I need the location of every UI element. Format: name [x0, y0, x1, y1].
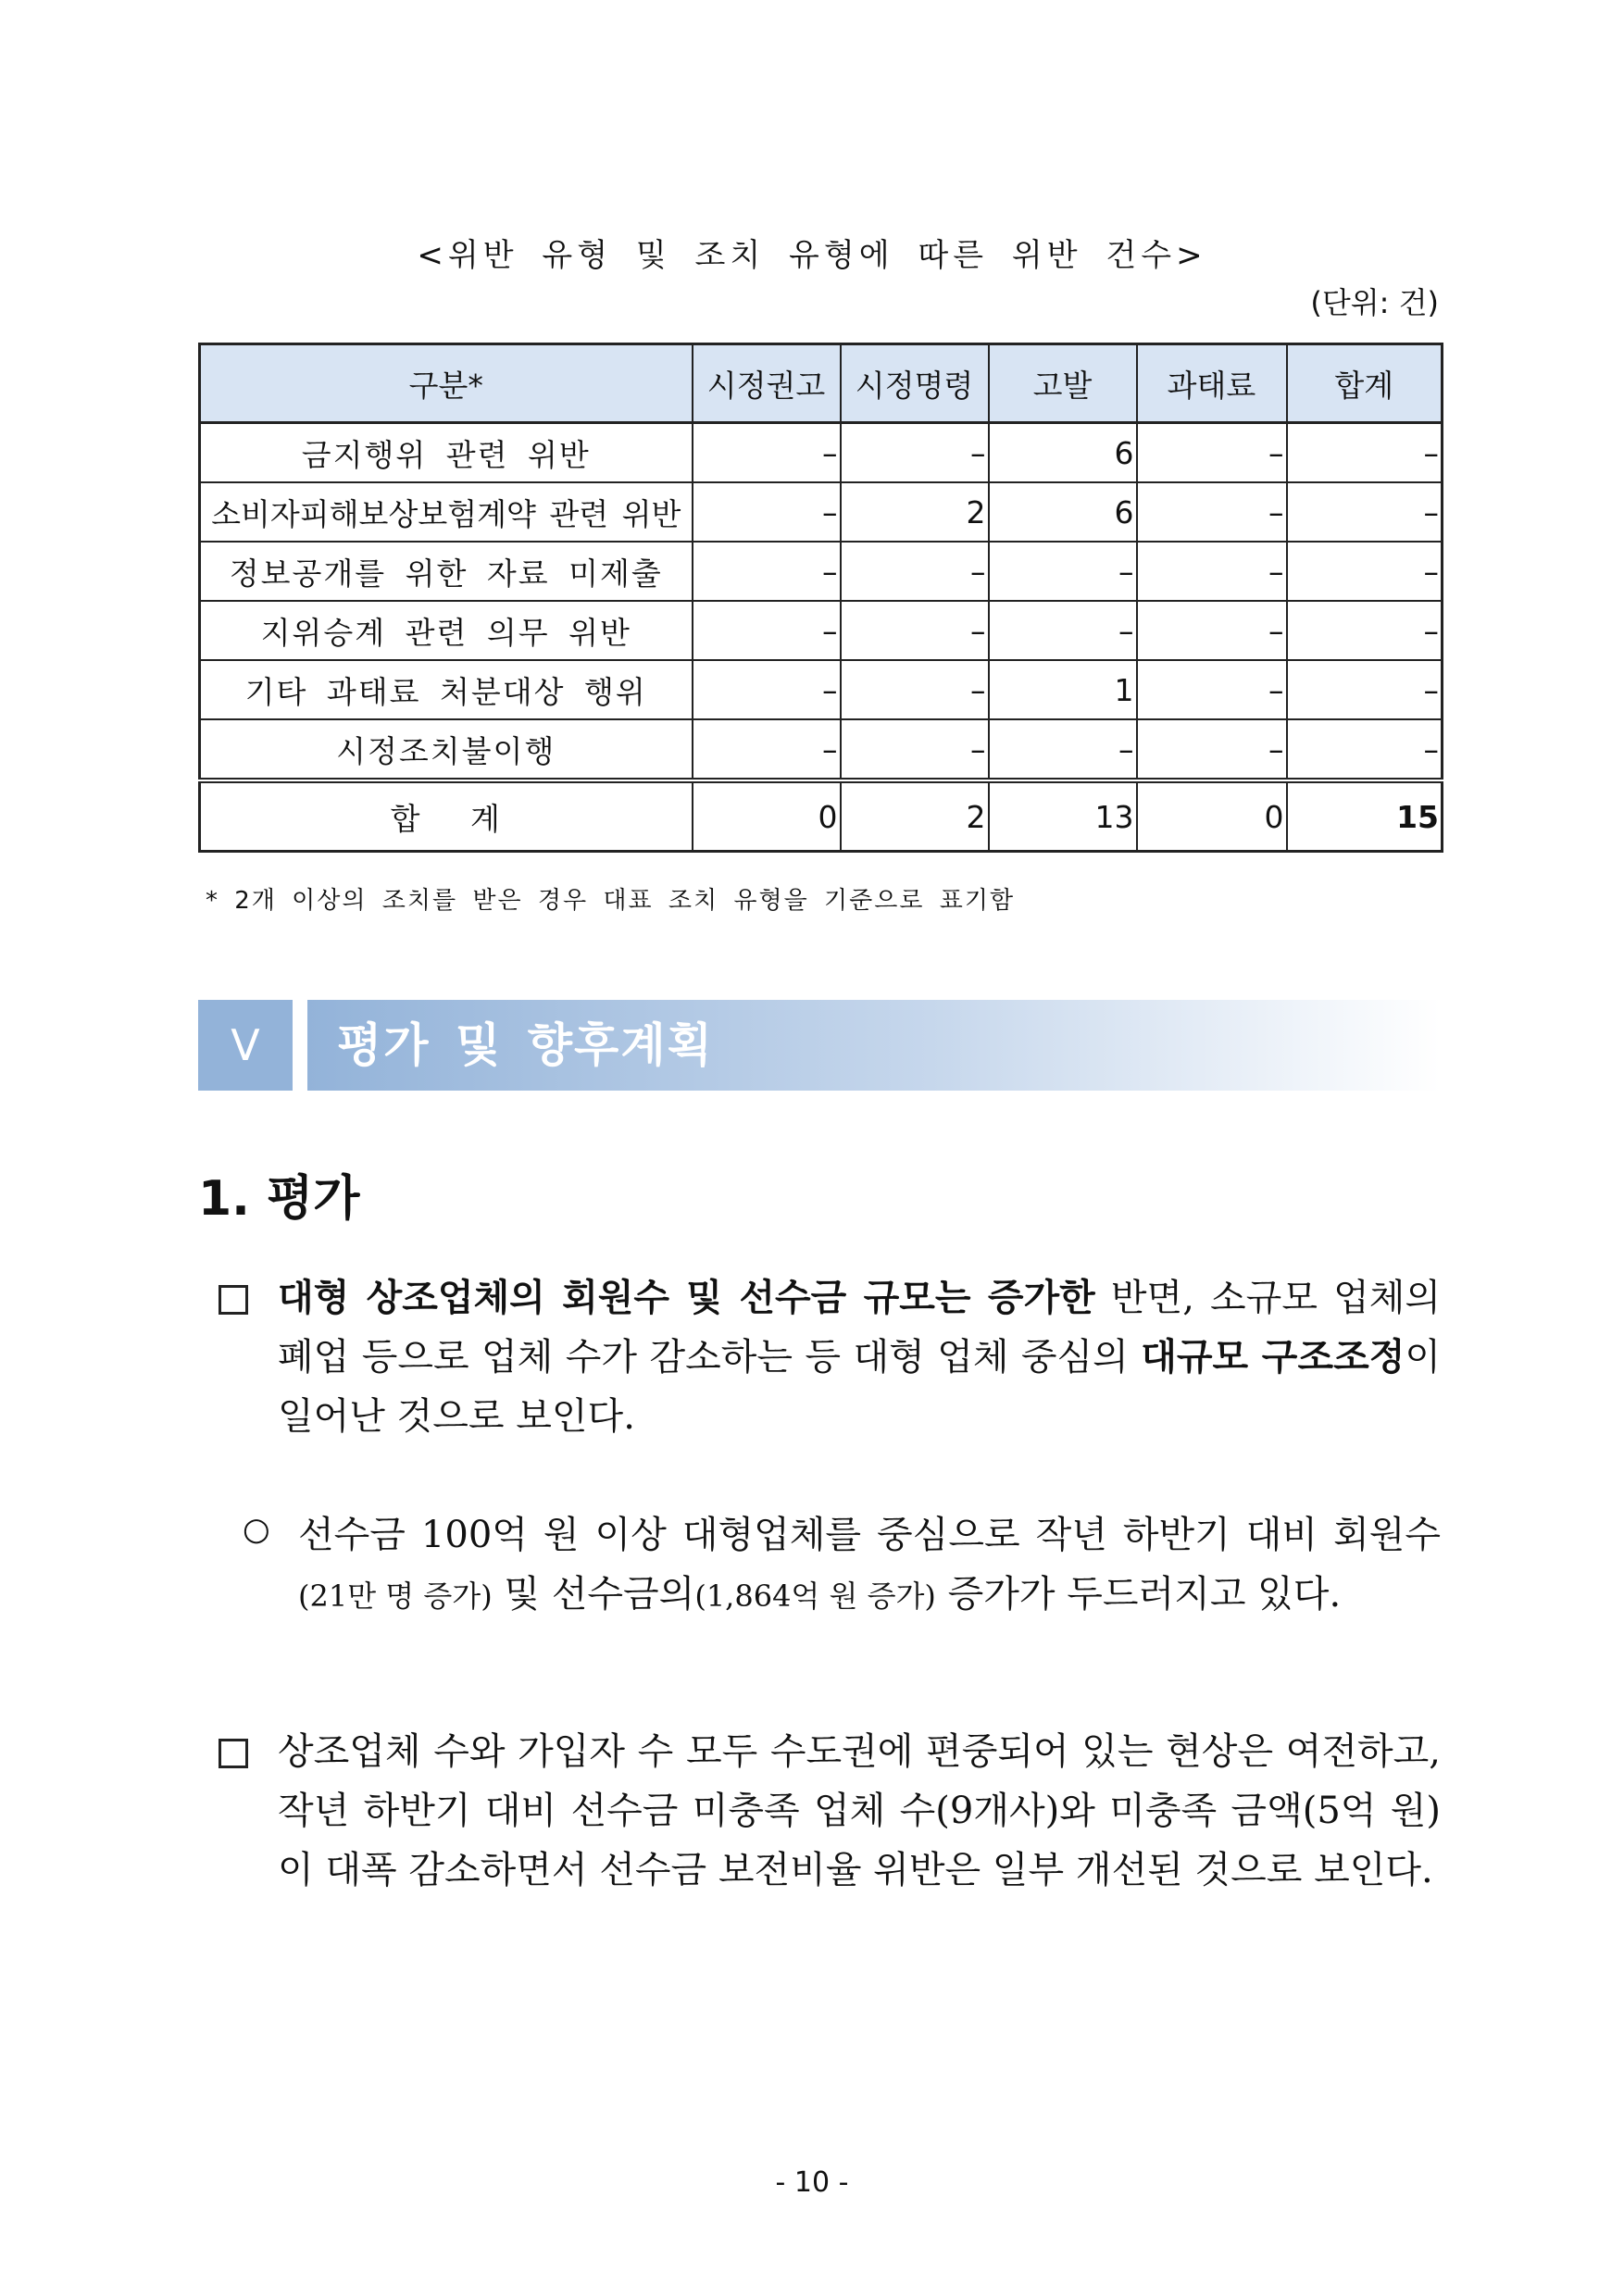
- table-cell: –: [1287, 423, 1443, 483]
- row-category: 정보공개를 위한 자료 미제출: [200, 542, 693, 601]
- p1-text-1: 반면, 소규모 업체의 폐업 등으로 업체 수가 감소하는 등 대형 업체 중심의: [278, 1277, 1441, 1379]
- table-cell: 6: [989, 482, 1137, 542]
- row-category: 시정조치불이행: [200, 719, 693, 780]
- subsection-heading: 1. 평가: [198, 1171, 360, 1227]
- unit-label: (단위: 건): [1310, 285, 1439, 320]
- square-bullet-icon: [219, 1285, 248, 1315]
- table-cell: –: [693, 719, 841, 780]
- table-cell: –: [693, 423, 841, 483]
- table-row: [200, 482, 1443, 542]
- violation-table: [198, 343, 1443, 853]
- table-cell: –: [989, 719, 1137, 780]
- p1-bold-1: 대형 상조업체의 회원수 및 선수금 규모는 증가한: [278, 1276, 1095, 1319]
- square-bullet-icon: [219, 1739, 248, 1768]
- total-cell: 0: [693, 780, 841, 852]
- total-label: 합 계: [200, 780, 693, 852]
- table-cell: 6: [989, 423, 1137, 483]
- table-row: [200, 542, 1443, 601]
- table-cell: –: [1287, 719, 1443, 780]
- page-number: - 10 -: [775, 2166, 849, 2199]
- table-cell: –: [1137, 660, 1287, 719]
- table-row: [200, 660, 1443, 719]
- total-row: [200, 780, 1443, 852]
- paragraph-3: 상조업체 수와 가입자 수 모두 수도권에 편중되어 있는 현상은 여전하고, 작년 하반기 대비 선수금 미충족 업체 수(9개사)와 미충족 금액(5억 원)이 대폭 감소하면서 선수금 보전비율 위반은 일부 개선된 것으로 보인다.: [278, 1730, 1441, 1891]
- p1-text-2: 이 일어난 것으로 보인다.: [278, 1336, 1442, 1438]
- table-cell: –: [841, 542, 989, 601]
- row-category: 소비자피해보상보험계약 관련 위반: [200, 482, 693, 542]
- paragraph-2: [298, 1505, 1441, 1626]
- header-fine: 과태료: [1137, 344, 1287, 423]
- table-cell: –: [1137, 601, 1287, 660]
- grand-total-cell: 15: [1287, 780, 1443, 852]
- total-cell: 0: [1137, 780, 1287, 852]
- table-cell: 2: [841, 482, 989, 542]
- table-cell: –: [693, 482, 841, 542]
- total-cell: 2: [841, 780, 989, 852]
- table-cell: –: [1287, 482, 1443, 542]
- p2-text-3: 증가가 두드러지고 있다.: [935, 1573, 1342, 1616]
- header-total: 합계: [1287, 344, 1443, 423]
- table-cell: –: [1137, 423, 1287, 483]
- table-cell: –: [1287, 601, 1443, 660]
- section-title: 평가 및 향후계획: [337, 1018, 714, 1072]
- section-number-box: Ⅴ: [198, 1000, 293, 1091]
- table-cell: –: [989, 542, 1137, 601]
- table-cell: 1: [989, 660, 1137, 719]
- paragraph-1: [278, 1268, 1441, 1446]
- row-category: 금지행위 관련 위반: [200, 423, 693, 483]
- table-cell: –: [1287, 660, 1443, 719]
- header-prosecution: 고발: [989, 344, 1137, 423]
- table-cell: –: [1137, 482, 1287, 542]
- table-cell: –: [841, 423, 989, 483]
- table-cell: –: [989, 601, 1137, 660]
- table-cell: –: [693, 660, 841, 719]
- p2-small-2: (1,864억 원 증가): [694, 1578, 936, 1614]
- p2-text-1: 선수금 100억 원 이상 대형업체를 중심으로 작년 하반기 대비 회원수: [298, 1514, 1441, 1556]
- p2-small-1: (21만 명 증가): [298, 1578, 493, 1614]
- table-row: [200, 423, 1443, 483]
- table-title: <위반 유형 및 조치 유형에 따른 위반 건수>: [417, 237, 1207, 274]
- table-cell: –: [841, 719, 989, 780]
- row-category: 기타 과태료 처분대상 행위: [200, 660, 693, 719]
- table-cell: –: [693, 542, 841, 601]
- row-category: 지위승계 관련 의무 위반: [200, 601, 693, 660]
- circle-bullet-icon: ○: [243, 1511, 270, 1548]
- table-footnote: * 2개 이상의 조치를 받은 경우 대표 조치 유형을 기준으로 표기함: [206, 887, 1016, 915]
- p1-bold-2: 대규모 구조조정: [1141, 1335, 1405, 1379]
- table-cell: –: [841, 601, 989, 660]
- p2-text-2: 및 선수금의: [492, 1573, 695, 1616]
- table-header-row: [200, 344, 1443, 423]
- total-cell: 13: [989, 780, 1137, 852]
- table-cell: –: [1287, 542, 1443, 601]
- table-row: [200, 601, 1443, 660]
- table-cell: –: [1137, 542, 1287, 601]
- table-cell: –: [841, 660, 989, 719]
- header-category: 구분*: [200, 344, 693, 423]
- header-corrective-recommendation: 시정권고: [693, 344, 841, 423]
- table-cell: –: [1137, 719, 1287, 780]
- header-corrective-order: 시정명령: [841, 344, 989, 423]
- table-cell: –: [693, 601, 841, 660]
- table-row: [200, 719, 1443, 780]
